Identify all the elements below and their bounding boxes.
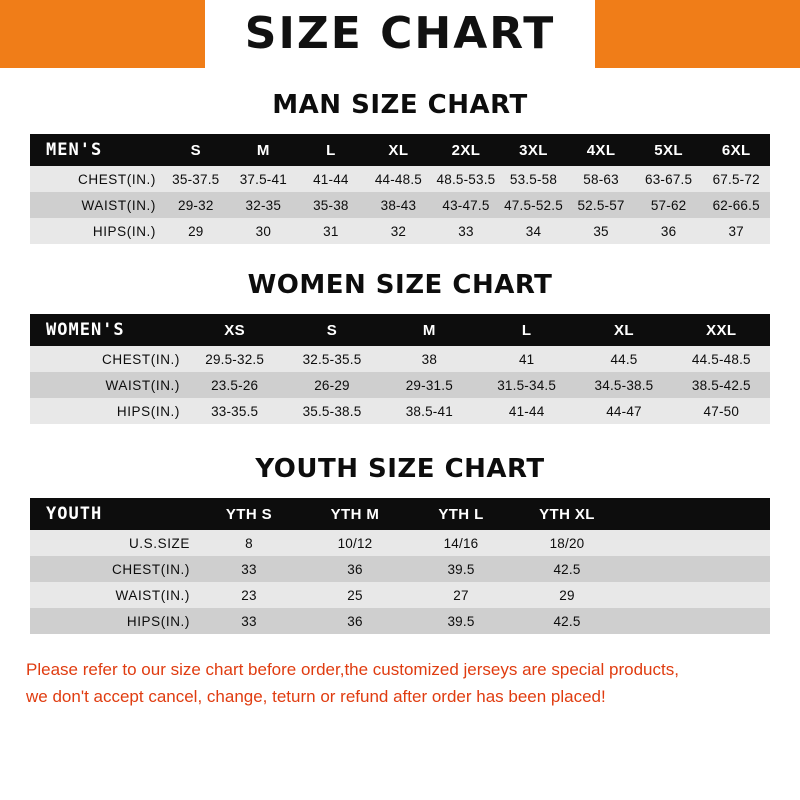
cell: 62-66.5	[712, 197, 760, 213]
column-header-l: L	[326, 141, 336, 159]
footer-note	[0, 656, 800, 710]
cell: 32	[390, 223, 407, 239]
cell: 33-35.5	[211, 403, 259, 419]
column-header-yth-l: YTH L	[438, 505, 484, 523]
cell: 39.5	[447, 561, 475, 577]
youth-section-title: YOUTH SIZE CHART	[255, 454, 545, 484]
footer-note-line-2: we don't accept cancel, change, teturn or refund after order has been placed!	[26, 687, 606, 706]
cell: 47.5-52.5	[504, 197, 563, 213]
row-label-hips: HIPS(IN.)	[126, 613, 190, 629]
column-header-m: M	[256, 141, 270, 159]
cell: 33	[241, 561, 257, 577]
cell: 33	[241, 613, 257, 629]
cell	[620, 556, 770, 582]
cell: 32.5-35.5	[302, 351, 362, 367]
banner	[0, 0, 800, 68]
cell	[620, 608, 770, 634]
cell: 44.5	[610, 351, 638, 367]
cell: 34	[525, 223, 542, 239]
banner-accent-left	[0, 0, 205, 68]
column-header-womens: WOMEN'S	[46, 320, 125, 340]
row-label-waist: WAIST(IN.)	[81, 197, 156, 213]
table-row	[30, 166, 770, 192]
table-row	[30, 346, 770, 372]
cell: 29-31.5	[405, 377, 453, 393]
cell: 23	[241, 587, 257, 603]
cell: 35-37.5	[172, 171, 220, 187]
cell: 32-35	[245, 197, 282, 213]
table-header-row	[30, 134, 770, 166]
footer-note-line-1: Please refer to our size chart before order,the customized jerseys are special products,	[26, 660, 679, 679]
cell: 47-50	[703, 403, 740, 419]
man-section-title: MAN SIZE CHART	[272, 90, 528, 120]
cell: 31.5-34.5	[497, 377, 557, 393]
row-label-chest: CHEST(IN.)	[112, 561, 190, 577]
cell: 38.5-42.5	[691, 377, 751, 393]
page-title: SIZE CHART	[244, 8, 556, 59]
column-header-yth-s: YTH S	[225, 505, 273, 523]
table-row	[30, 582, 770, 608]
cell: 29.5-32.5	[205, 351, 265, 367]
column-header-yth-xl: YTH XL	[539, 505, 595, 523]
cell: 48.5-53.5	[436, 171, 496, 187]
cell: 38	[421, 351, 438, 367]
table-header-row	[30, 314, 770, 346]
column-header-xs: XS	[224, 321, 246, 339]
cell: 42.5	[553, 613, 581, 629]
cell: 18/20	[549, 535, 585, 551]
table-row	[30, 218, 770, 244]
column-header-xxl: XXL	[706, 321, 737, 339]
row-label-hips: HIPS(IN.)	[116, 403, 180, 419]
cell: 25	[347, 587, 363, 603]
cell: 38-43	[380, 197, 417, 213]
cell: 35-38	[313, 197, 349, 213]
column-header-yth-m: YTH M	[330, 505, 380, 523]
cell: 67.5-72	[712, 171, 760, 187]
row-label-waist: WAIST(IN.)	[115, 587, 190, 603]
cell: 8	[245, 535, 253, 551]
row-label-us-size: U.S.SIZE	[128, 535, 190, 551]
column-header-2xl: 2XL	[451, 141, 481, 159]
row-label-hips: HIPS(IN.)	[92, 223, 156, 239]
table-row	[30, 608, 770, 634]
cell: 38.5-41	[405, 403, 453, 419]
banner-accent-right	[595, 0, 800, 68]
cell: 41-44	[313, 171, 349, 187]
column-header-youth: YOUTH	[46, 504, 103, 524]
youth-size-table	[30, 498, 770, 634]
cell: 14/16	[443, 535, 479, 551]
column-header-l: L	[521, 321, 532, 339]
column-header-m: M	[422, 321, 436, 339]
cell: 30	[255, 223, 272, 239]
column-header-xl: XL	[388, 141, 409, 159]
man-size-table	[30, 134, 770, 244]
column-header-4xl: 4XL	[586, 141, 616, 159]
cell: 29	[188, 223, 204, 239]
cell: 63-67.5	[645, 171, 693, 187]
column-header-s: S	[326, 321, 338, 339]
column-header-6xl: 6XL	[721, 141, 751, 159]
table-row	[30, 398, 770, 424]
cell: 43-47.5	[442, 197, 490, 213]
cell: 31	[323, 223, 339, 239]
table-header-row	[30, 498, 770, 530]
cell: 23.5-26	[211, 377, 259, 393]
cell: 41-44	[508, 403, 545, 419]
cell: 27	[453, 587, 469, 603]
cell: 39.5	[447, 613, 475, 629]
cell: 57-62	[650, 197, 687, 213]
cell: 36	[660, 223, 677, 239]
column-header-5xl: 5XL	[654, 141, 683, 159]
column-header-xl: XL	[613, 321, 634, 339]
row-label-waist: WAIST(IN.)	[105, 377, 180, 393]
column-header-empty	[620, 498, 770, 530]
cell: 36	[347, 561, 363, 577]
cell: 36	[347, 613, 363, 629]
cell: 58-63	[583, 171, 619, 187]
cell: 35	[593, 223, 609, 239]
cell: 37	[728, 223, 744, 239]
cell: 52.5-57	[577, 197, 625, 213]
cell: 26-29	[314, 377, 350, 393]
row-label-chest: CHEST(IN.)	[102, 351, 180, 367]
women-section-title: WOMEN SIZE CHART	[247, 270, 553, 300]
cell: 44-47	[606, 403, 642, 419]
column-header-mens: MEN'S	[46, 140, 103, 160]
table-row	[30, 530, 770, 556]
cell: 44-48.5	[374, 171, 422, 187]
cell: 44.5-48.5	[691, 351, 751, 367]
column-header-3xl: 3XL	[519, 141, 548, 159]
cell: 33	[458, 223, 474, 239]
table-row	[30, 192, 770, 218]
cell: 29-32	[178, 197, 214, 213]
cell: 41	[518, 351, 535, 367]
cell: 37.5-41	[239, 171, 287, 187]
women-size-table	[30, 314, 770, 424]
cell	[620, 582, 770, 608]
cell	[620, 530, 770, 556]
column-header-s: S	[190, 141, 201, 159]
row-label-chest: CHEST(IN.)	[78, 171, 156, 187]
cell: 29	[559, 587, 575, 603]
cell: 53.5-58	[509, 171, 558, 187]
cell: 34.5-38.5	[594, 377, 654, 393]
cell: 42.5	[553, 561, 581, 577]
cell: 10/12	[337, 535, 373, 551]
table-row	[30, 372, 770, 398]
table-row	[30, 556, 770, 582]
cell: 35.5-38.5	[302, 403, 362, 419]
